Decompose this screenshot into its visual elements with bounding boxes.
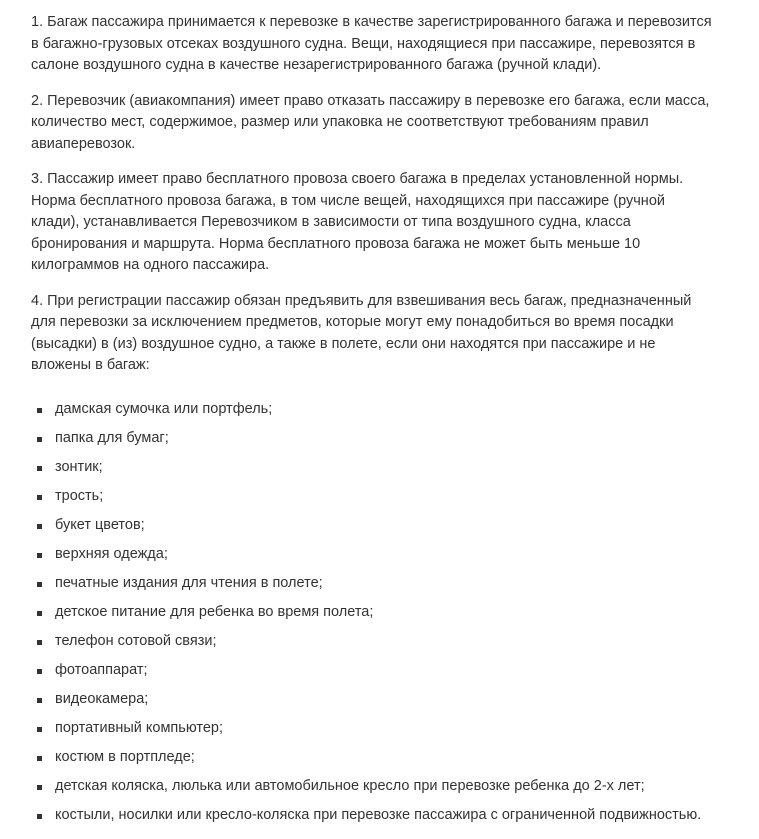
list-item [31, 714, 739, 743]
paragraph-2 [31, 91, 739, 156]
paragraph-line: 1. Багаж пассажира принимается к перевозке в качестве зарегистрированного багажа и перевозится [31, 14, 712, 30]
list-item [31, 395, 739, 424]
bullet-icon [37, 611, 42, 616]
list-item [31, 569, 739, 598]
list-item-text: букет цветов; [55, 516, 145, 533]
list-item [31, 656, 739, 685]
list-item [31, 598, 739, 627]
paragraph-line: для перевозки за исключением предметов, которые могут ему понадобиться во время посадки [31, 314, 674, 330]
paragraph-line: 4. При регистрации пассажир обязан предъявить для взвешивания весь багаж, предназначенный [31, 292, 692, 309]
list-item-text: зонтик; [55, 458, 103, 475]
paragraph-1 [31, 12, 739, 77]
list-item-text: дамская сумочка или портфель; [55, 400, 273, 417]
bullet-icon [37, 698, 42, 703]
list-item [31, 772, 739, 801]
bullet-icon [37, 814, 42, 819]
paragraph-line: бронирования и маршрута. Норма бесплатного провоза багажа не может быть меньше 10 [31, 235, 641, 252]
paragraph-4 [31, 291, 739, 377]
paragraph-line: количество мест, содержимое, размер или упаковка не соответствуют требованиям правил [31, 114, 649, 130]
list-item-text: верхняя одежда; [55, 545, 168, 562]
list-item [31, 511, 739, 540]
list-item-text: фотоаппарат; [55, 661, 148, 678]
list-item [31, 540, 739, 569]
list-item [31, 482, 739, 511]
paragraph-line: в багажно-грузовых отсеках воздушного судна. Вещи, находящиеся при пассажире, перевозятся в [31, 35, 696, 52]
paragraph-3 [31, 169, 739, 277]
bullet-icon [37, 466, 42, 471]
list-item-text: детская коляска, люлька или автомобильное кресло при перевозке ребенка до 2-х лет; [55, 777, 645, 794]
exempt-items-list [31, 395, 739, 830]
list-item-text: портативный компьютер; [55, 719, 224, 736]
list-item-text: телефон сотовой связи; [55, 632, 217, 649]
list-item [31, 453, 739, 482]
list-item-text: печатные издания для чтения в полете; [55, 574, 323, 591]
bullet-icon [37, 553, 42, 558]
bullet-icon [37, 785, 42, 790]
list-item-text: костюм в портпледе; [55, 748, 195, 765]
list-item-text: детское питание для ребенка во время полета; [55, 603, 374, 620]
list-item [31, 801, 739, 830]
list-item-text: видеокамера; [55, 690, 149, 707]
bullet-icon [37, 727, 42, 732]
bullet-icon [37, 437, 42, 442]
paragraph-line: вложены в багаж: [31, 357, 150, 373]
paragraph-line: клади), устанавливается Перевозчиком в зависимости от типа воздушного судна, класса [31, 214, 631, 230]
list-item-text: костыли, носилки или кресло-коляска при перевозке пассажира с ограниченной подвижностью. [55, 806, 702, 823]
bullet-icon [37, 669, 42, 674]
bullet-icon [37, 582, 42, 587]
bullet-icon [37, 408, 42, 413]
bullet-icon [37, 495, 42, 500]
paragraph-line: 2. Перевозчик (авиакомпания) имеет право отказать пассажиру в перевозке его багажа, если масса, [31, 92, 710, 109]
bullet-icon [37, 524, 42, 529]
list-item [31, 685, 739, 714]
bullet-icon [37, 756, 42, 761]
list-item [31, 627, 739, 656]
paragraph-line: авиаперевозок. [31, 135, 136, 152]
paragraph-line: (высадки) в (из) воздушное судно, а также в полете, если они находятся при пассажире и не [31, 335, 656, 352]
list-item [31, 424, 739, 453]
paragraph-line: килограммов на одного пассажира. [31, 257, 270, 273]
paragraph-line: салоне воздушного судна в качестве незарегистрированного багажа (ручной клади). [31, 57, 602, 73]
list-item-text: папка для бумаг; [55, 429, 169, 446]
list-item-text: трость; [55, 487, 104, 504]
paragraph-line: Норма бесплатного провоза багажа, в том числе вещей, находящихся при пассажире (ручной [31, 192, 665, 209]
list-item [31, 743, 739, 772]
bullet-icon [37, 640, 42, 645]
paragraph-line: 3. Пассажир имеет право бесплатного провоза своего багажа в пределах установленной нормы. [31, 171, 684, 187]
